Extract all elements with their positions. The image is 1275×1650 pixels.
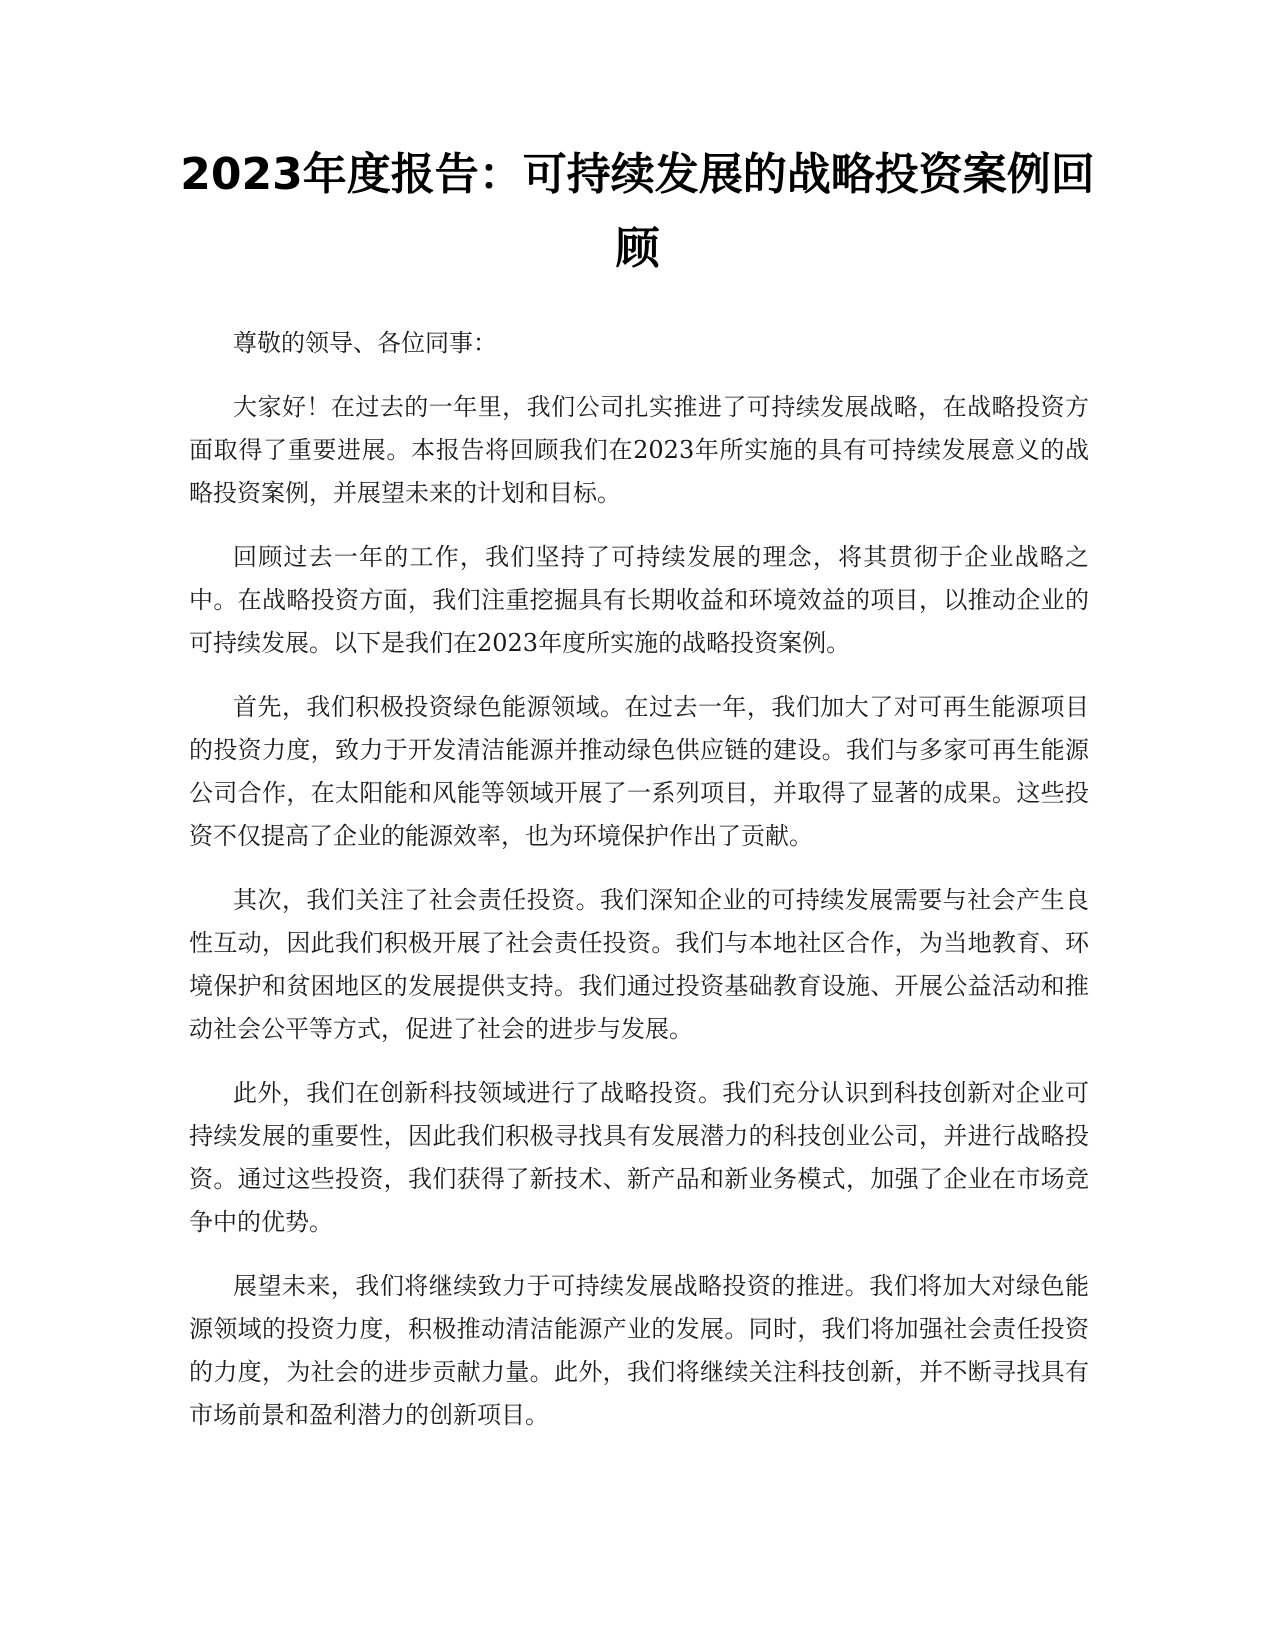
paragraph-green-energy: 首先，我们积极投资绿色能源领域。在过去一年，我们加大了对可再生能源项目的投资力度，致力于开发清洁能源并推动绿色供应链的建设。我们与多家可再生能源公司合作，在太阳能和风能等领域开展了一系列项目，并取得了显著的成果。这些投资不仅提高了企业的能源效率，也为环境保护作出了贡献。 <box>189 693 1089 850</box>
document-title: 2023年度报告：可持续发展的战略投资案例回顾 <box>180 149 1095 274</box>
paragraph-innovation: 此外，我们在创新科技领域进行了战略投资。我们充分认识到科技创新对企业可持续发展的重要性，因此我们积极寻找具有发展潜力的科技创业公司，并进行战略投资。通过这些投资，我们获得了新技术、新产品和新业务模式，加强了企业在市场竞争中的优势。 <box>189 1079 1089 1236</box>
document-body <box>189 322 1089 1458</box>
paragraph-social-responsibility: 其次，我们关注了社会责任投资。我们深知企业的可持续发展需要与社会产生良性互动，因此我们积极开展了社会责任投资。我们与本地社区合作，为当地教育、环境保护和贫困地区的发展提供支持。我们通过投资基础教育设施、开展公益活动和推动社会公平等方式，促进了社会的进步与发展。 <box>189 886 1089 1043</box>
salutation: 尊敬的领导、各位同事： <box>233 329 497 357</box>
paragraph-outlook: 展望未来，我们将继续致力于可持续发展战略投资的推进。我们将加大对绿色能源领域的投资力度，积极推动清洁能源产业的发展。同时，我们将加强社会责任投资的力度，为社会的进步贡献力量。此外，我们将继续关注科技创新，并不断寻找具有市场前景和盈利潜力的创新项目。 <box>189 1272 1089 1429</box>
paragraph-review: 回顾过去一年的工作，我们坚持了可持续发展的理念，将其贯彻于企业战略之中。在战略投资方面，我们注重挖掘具有长期收益和环境效益的项目，以推动企业的可持续发展。以下是我们在2023年度所实施的战略投资案例。 <box>189 543 1089 657</box>
paragraph-intro: 大家好！在过去的一年里，我们公司扎实推进了可持续发展战略，在战略投资方面取得了重要进展。本报告将回顾我们在2023年所实施的具有可持续发展意义的战略投资案例，并展望未来的计划和目标。 <box>189 393 1089 507</box>
